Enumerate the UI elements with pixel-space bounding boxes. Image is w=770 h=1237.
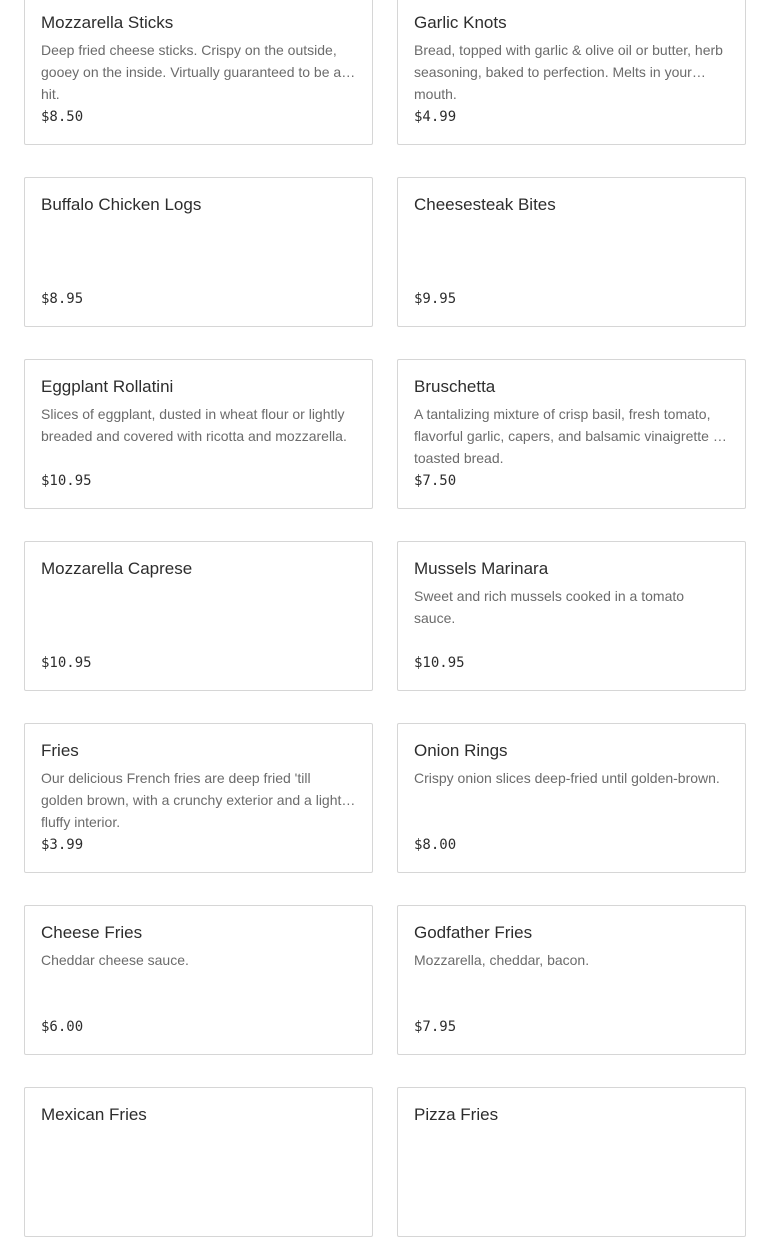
menu-item-description: Deep fried cheese sticks. Crispy on the outside, gooey on the inside. Virtually guaranteed to be a hit. [41, 42, 342, 102]
menu-item-description: Mozzarella, cheddar, bacon. [414, 952, 590, 968]
menu-item-price: $10.95 [41, 655, 92, 671]
menu-item-name: Onion Rings [414, 741, 508, 760]
menu-item-name: Mozzarella Caprese [41, 559, 193, 578]
menu-item-price: $8.95 [41, 291, 84, 307]
menu-item-card[interactable] [397, 1087, 746, 1237]
menu-item-description [41, 221, 356, 265]
menu-item-card[interactable] [24, 541, 373, 691]
menu-item-card[interactable] [397, 0, 746, 145]
menu-item-name: Buffalo Chicken Logs [41, 195, 202, 214]
menu-item-price: $3.99 [41, 837, 84, 853]
menu-item-card[interactable] [397, 905, 746, 1055]
menu-item-description: Slices of eggplant, dusted in wheat flour or lightly breaded and covered with ricotta and mozzarella. [41, 406, 347, 444]
menu-item-price: $7.50 [414, 473, 457, 489]
menu-item-price: $6.00 [41, 1019, 84, 1035]
menu-item-price: $4.99 [414, 109, 457, 125]
menu-item-price: $9.95 [414, 291, 457, 307]
menu-item-name: Cheesesteak Bites [414, 195, 556, 214]
menu-item-price: $10.95 [41, 473, 92, 489]
menu-item-name: Mexican Fries [41, 1105, 147, 1124]
menu-item-card[interactable] [24, 905, 373, 1055]
menu-item-card[interactable] [24, 1087, 373, 1237]
menu-item-description: Sweet and rich mussels cooked in a tomato sauce. [414, 588, 685, 626]
menu-item-card[interactable] [397, 541, 746, 691]
menu-item-card[interactable] [24, 177, 373, 327]
menu-item-name: Fries [41, 741, 79, 760]
menu-item-description: A tantalizing mixture of crisp basil, fresh tomato, flavorful garlic, capers, and balsamic vinaigrette on toasted bread. [414, 406, 729, 466]
menu-item-name: Eggplant Rollatini [41, 377, 174, 396]
menu-item-description: Bread, topped with garlic & olive oil or butter, herb seasoning, baked to perfection. Melts in your mouth. [414, 42, 723, 102]
menu-item-price: $7.95 [414, 1019, 457, 1035]
menu-item-description [41, 1131, 356, 1175]
menu-item-card[interactable] [24, 359, 373, 509]
menu-item-name: Pizza Fries [414, 1105, 499, 1124]
menu-item-name: Godfather Fries [414, 923, 533, 942]
menu-item-name: Mozzarella Sticks [41, 13, 174, 32]
menu-item-description [414, 221, 729, 265]
menu-item-card[interactable] [397, 359, 746, 509]
menu-item-card[interactable] [397, 723, 746, 873]
menu-item-price: $10.95 [414, 655, 465, 671]
menu-item-name: Mussels Marinara [414, 559, 549, 578]
menu-item-price: $8.00 [414, 837, 457, 853]
menu-item-description: Crispy onion slices deep-fried until golden-brown. [414, 770, 720, 786]
menu-item-card[interactable] [24, 723, 373, 873]
menu-item-name: Garlic Knots [414, 13, 507, 32]
menu-item-price: $8.50 [41, 109, 84, 125]
menu-item-name: Cheese Fries [41, 923, 143, 942]
menu-item-name: Bruschetta [414, 377, 496, 396]
menu-item-card[interactable] [397, 177, 746, 327]
menu-item-description [41, 585, 356, 629]
menu-item-card[interactable] [24, 0, 373, 145]
menu-item-description: Cheddar cheese sauce. [41, 952, 189, 968]
menu-items-grid [24, 0, 746, 1237]
menu-item-description: Our delicious French fries are deep fried 'till golden brown, with a crunchy exterior and a light fluffy interior. [41, 770, 342, 830]
menu-item-description [414, 1131, 729, 1175]
